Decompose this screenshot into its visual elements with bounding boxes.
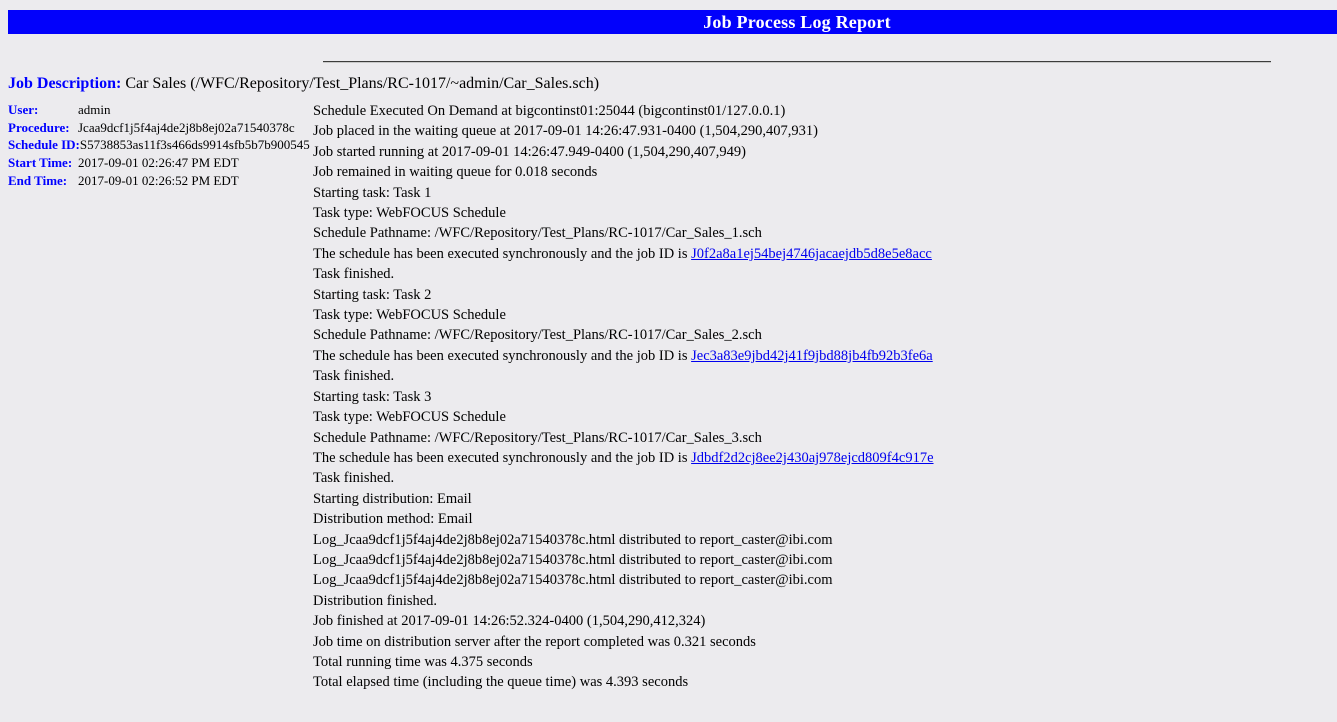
log-line	[313, 428, 934, 448]
log-line	[313, 346, 934, 366]
log-line	[313, 468, 934, 488]
log-line	[313, 101, 934, 121]
log-line-text: The schedule has been executed synchronously and the job ID is	[313, 347, 692, 364]
job-info-value: 2017-09-01 02:26:52 PM EDT	[78, 172, 239, 188]
log-line	[313, 509, 934, 529]
log-line-text: The schedule has been executed synchronously and the job ID is	[313, 245, 692, 262]
log-line	[313, 223, 934, 243]
log-line	[313, 530, 934, 550]
log-line-text: Total elapsed time (including the queue time) was 4.393 seconds	[313, 674, 689, 691]
log-line-text: Schedule Executed On Demand at bigcontinst01:25044 (bigcontinst01/127.0.0.1)	[313, 103, 786, 119]
job-id-link[interactable]: Jec3a83e9jbd42j41f9jbd88jb4fb92b3fe6a	[691, 347, 933, 364]
job-info-label: Schedule ID:	[8, 137, 80, 153]
log-line	[313, 366, 934, 386]
log-line	[313, 632, 934, 652]
job-info-row	[8, 154, 313, 172]
job-id-link[interactable]: Jdbdf2d2cj8ee2j430aj978ejcd809f4c917e	[691, 449, 934, 466]
log-line-text: Log_Jcaa9dcf1j5f4aj4de2j8b8ej02a71540378c.html distributed to report_caster@ibi.com	[313, 551, 833, 568]
log-line-text: Total running time was 4.375 seconds	[313, 653, 533, 670]
log-line-text: Log_Jcaa9dcf1j5f4aj4de2j8b8ej02a71540378c.html distributed to report_caster@ibi.com	[313, 531, 833, 548]
job-info-row	[8, 101, 313, 119]
job-description-label: Job Description:	[8, 75, 122, 92]
job-info-row	[8, 172, 313, 190]
log-line-text: Task finished.	[313, 368, 395, 385]
job-description-line	[8, 75, 1337, 93]
log-line	[313, 407, 934, 427]
log-line	[313, 672, 934, 692]
log-line-text: Job started running at 2017-09-01 14:26:47.949-0400 (1,504,290,407,949)	[313, 143, 746, 160]
log-line	[313, 121, 934, 141]
log-line	[313, 244, 934, 264]
page-title: Job Process Log Report	[703, 12, 891, 32]
job-info-value: S5738853as11f3s466ds9914sfb5b7b900545	[79, 137, 310, 153]
job-info-list	[8, 101, 313, 190]
job-id-link[interactable]: J0f2a8a1ej54bej4746jacaejdb5d8e5e8acc	[691, 245, 932, 262]
log-line	[313, 652, 934, 672]
log-line-text: Job placed in the waiting queue at 2017-09-01 14:26:47.931-0400 (1,504,290,407,931)	[313, 123, 819, 140]
log-line-text: Starting task: Task 3	[313, 388, 432, 405]
log-line	[313, 264, 934, 284]
divider	[323, 61, 1271, 63]
job-info-label: Procedure:	[8, 119, 70, 135]
log-line	[313, 285, 934, 305]
log-line-text: Starting task: Task 1	[313, 184, 432, 201]
log-line-text: Task finished.	[313, 266, 395, 283]
log-line	[313, 550, 934, 570]
log-line-text: Log_Jcaa9dcf1j5f4aj4de2j8b8ej02a71540378c.html distributed to report_caster@ibi.com	[313, 572, 833, 589]
log-line-text: Schedule Pathname: /WFC/Repository/Test_Plans/RC-1017/Car_Sales_3.sch	[313, 429, 762, 446]
log-line-text: The schedule has been executed synchronously and the job ID is	[313, 449, 692, 466]
job-info-row	[8, 119, 313, 137]
report-body	[8, 101, 1337, 693]
job-description-value: Car Sales (/WFC/Repository/Test_Plans/RC-1017/~admin/Car_Sales.sch)	[125, 75, 600, 92]
log-line-text: Task type: WebFOCUS Schedule	[313, 205, 506, 222]
log-line-text: Distribution method: Email	[313, 511, 473, 528]
log-line	[313, 203, 934, 223]
job-info-label: Start Time:	[8, 155, 73, 171]
log-lines	[313, 101, 934, 693]
log-line-text: Distribution finished.	[313, 592, 438, 609]
log-line	[313, 183, 934, 203]
log-line	[313, 570, 934, 590]
log-line-text: Job remained in waiting queue for 0.018 seconds	[313, 164, 598, 181]
report-content	[8, 10, 1337, 693]
job-info-label: User:	[8, 102, 39, 117]
log-line	[313, 489, 934, 509]
log-line	[313, 611, 934, 631]
log-line	[313, 305, 934, 325]
log-line-text: Schedule Pathname: /WFC/Repository/Test_Plans/RC-1017/Car_Sales_1.sch	[313, 225, 762, 242]
log-line	[313, 162, 934, 182]
log-line-text: Schedule Pathname: /WFC/Repository/Test_Plans/RC-1017/Car_Sales_2.sch	[313, 327, 762, 344]
job-info-value: admin	[78, 102, 111, 117]
log-line-text: Job time on distribution server after the report completed was 0.321 seconds	[313, 633, 756, 650]
log-line-text: Starting distribution: Email	[313, 490, 472, 507]
log-line-text: Task type: WebFOCUS Schedule	[313, 307, 506, 324]
report-header-bar	[8, 10, 1337, 34]
job-info-row	[8, 136, 313, 154]
log-line	[313, 325, 934, 345]
log-line-text: Task finished.	[313, 470, 395, 487]
job-info-value: 2017-09-01 02:26:47 PM EDT	[78, 155, 239, 171]
log-line	[313, 448, 934, 468]
log-line	[313, 142, 934, 162]
log-line	[313, 591, 934, 611]
log-line-text: Starting task: Task 2	[313, 286, 432, 303]
log-line-text: Job finished at 2017-09-01 14:26:52.324-0400 (1,504,290,412,324)	[313, 613, 706, 630]
log-line	[313, 387, 934, 407]
log-line-text: Task type: WebFOCUS Schedule	[313, 409, 506, 426]
job-info-label: End Time:	[8, 172, 68, 188]
job-info-value: Jcaa9dcf1j5f4aj4de2j8b8ej02a71540378c	[78, 119, 295, 135]
